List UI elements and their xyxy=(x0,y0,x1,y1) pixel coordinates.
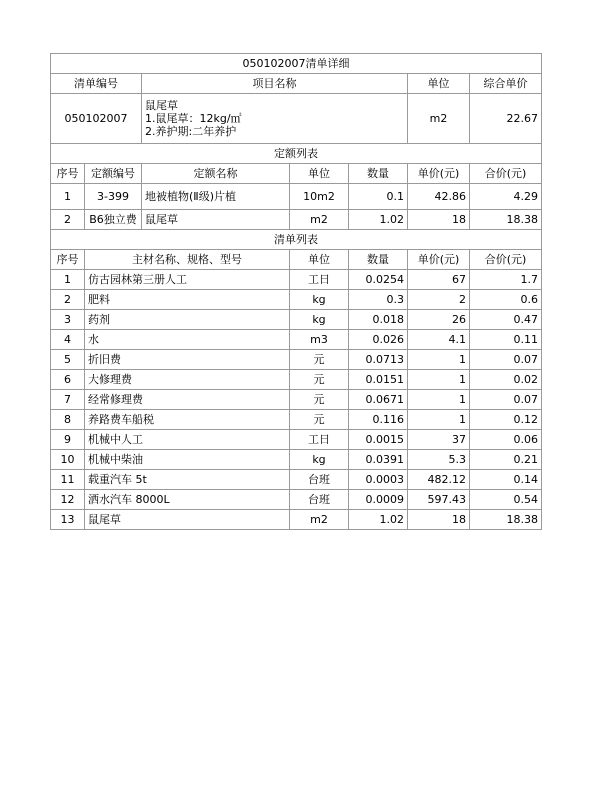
quota-col-header: 单价(元) xyxy=(408,164,470,184)
item-unit: m2 xyxy=(408,94,470,144)
list-row xyxy=(51,470,542,490)
list-cell: 0.0015 xyxy=(349,430,408,450)
quota-cell: 0.1 xyxy=(349,184,408,210)
list-cell: 机械中柴油 xyxy=(85,450,290,470)
list-section-title: 清单列表 xyxy=(51,230,542,250)
list-cell: 6 xyxy=(51,370,85,390)
list-cell: 5.3 xyxy=(408,450,470,470)
list-cell: 0.0671 xyxy=(349,390,408,410)
list-row xyxy=(51,330,542,350)
quota-cell: 2 xyxy=(51,210,85,230)
list-row xyxy=(51,510,542,530)
list-cell: 0.116 xyxy=(349,410,408,430)
quota-cell: 4.29 xyxy=(470,184,542,210)
list-cell: 台班 xyxy=(290,490,349,510)
list-row xyxy=(51,490,542,510)
quota-cell: 18 xyxy=(408,210,470,230)
item-name-line: 2.养护期:二年养护 xyxy=(145,125,237,138)
list-cell: kg xyxy=(290,450,349,470)
quota-cell: 10m2 xyxy=(290,184,349,210)
quota-row xyxy=(51,210,542,230)
list-cell: 元 xyxy=(290,370,349,390)
item-name-line: 鼠尾草 xyxy=(145,99,178,112)
list-cell: kg xyxy=(290,310,349,330)
list-cell: 台班 xyxy=(290,470,349,490)
list-cell: 水 xyxy=(85,330,290,350)
list-cell: 11 xyxy=(51,470,85,490)
list-cell: 0.54 xyxy=(470,490,542,510)
list-cell: 机械中人工 xyxy=(85,430,290,450)
item-name xyxy=(142,94,408,144)
quota-cell: 1 xyxy=(51,184,85,210)
list-cell: 1 xyxy=(408,350,470,370)
list-cell: 大修理费 xyxy=(85,370,290,390)
list-cell: 0.14 xyxy=(470,470,542,490)
list-cell: 0.11 xyxy=(470,330,542,350)
list-cell: 1 xyxy=(408,410,470,430)
list-row xyxy=(51,310,542,330)
list-col-header: 序号 xyxy=(51,250,85,270)
list-row xyxy=(51,370,542,390)
price-header: 综合单价 xyxy=(470,74,542,94)
list-cell: 元 xyxy=(290,390,349,410)
list-cell: 26 xyxy=(408,310,470,330)
list-row xyxy=(51,450,542,470)
quota-section-title: 定额列表 xyxy=(51,144,542,164)
quota-cell: 42.86 xyxy=(408,184,470,210)
list-cell: kg xyxy=(290,290,349,310)
list-cell: 2 xyxy=(51,290,85,310)
name-header: 项目名称 xyxy=(142,74,408,94)
list-cell: m3 xyxy=(290,330,349,350)
code-header: 清单编号 xyxy=(51,74,142,94)
list-cell: 肥料 xyxy=(85,290,290,310)
quota-col-header: 序号 xyxy=(51,164,85,184)
quota-col-header: 合价(元) xyxy=(470,164,542,184)
list-cell: 0.018 xyxy=(349,310,408,330)
list-cell: 1 xyxy=(408,370,470,390)
list-cell: 0.06 xyxy=(470,430,542,450)
list-row xyxy=(51,410,542,430)
list-cell: 13 xyxy=(51,510,85,530)
list-cell: 0.02 xyxy=(470,370,542,390)
list-cell: 0.0391 xyxy=(349,450,408,470)
list-cell: 药剂 xyxy=(85,310,290,330)
list-cell: 载重汽车 5t xyxy=(85,470,290,490)
list-cell: 482.12 xyxy=(408,470,470,490)
list-cell: 经常修理费 xyxy=(85,390,290,410)
list-cell: 0.12 xyxy=(470,410,542,430)
list-cell: 1 xyxy=(51,270,85,290)
list-col-header: 数量 xyxy=(349,250,408,270)
quota-col-header: 单位 xyxy=(290,164,349,184)
list-cell: 0.3 xyxy=(349,290,408,310)
list-row xyxy=(51,390,542,410)
list-cell: 0.0151 xyxy=(349,370,408,390)
list-cell: 3 xyxy=(51,310,85,330)
list-row xyxy=(51,290,542,310)
list-cell: 元 xyxy=(290,350,349,370)
list-cell: 元 xyxy=(290,410,349,430)
item-code: 050102007 xyxy=(51,94,142,144)
quota-cell: 地被植物(Ⅱ级)片植 xyxy=(142,184,290,210)
list-cell: 37 xyxy=(408,430,470,450)
list-cell: 0.0713 xyxy=(349,350,408,370)
list-cell: 0.0009 xyxy=(349,490,408,510)
quota-col-header: 数量 xyxy=(349,164,408,184)
list-cell: 0.0254 xyxy=(349,270,408,290)
list-cell: 工日 xyxy=(290,270,349,290)
list-col-header: 主材名称、规格、型号 xyxy=(85,250,290,270)
list-cell: 5 xyxy=(51,350,85,370)
list-cell: 2 xyxy=(408,290,470,310)
list-cell: 0.6 xyxy=(470,290,542,310)
list-cell: 8 xyxy=(51,410,85,430)
list-cell: 18 xyxy=(408,510,470,530)
list-cell: 0.07 xyxy=(470,390,542,410)
list-col-header: 单位 xyxy=(290,250,349,270)
list-cell: 折旧费 xyxy=(85,350,290,370)
item-name-line: 1.鼠尾草：12kg/㎡ xyxy=(145,112,242,125)
bill-detail-table xyxy=(50,53,542,530)
list-cell: 0.07 xyxy=(470,350,542,370)
item-price: 22.67 xyxy=(470,94,542,144)
list-row xyxy=(51,350,542,370)
list-cell: 1 xyxy=(408,390,470,410)
quota-col-header: 定额名称 xyxy=(142,164,290,184)
quota-cell: B6独立费 xyxy=(85,210,142,230)
quota-cell: m2 xyxy=(290,210,349,230)
list-cell: 1.7 xyxy=(470,270,542,290)
list-row xyxy=(51,430,542,450)
quota-cell: 鼠尾草 xyxy=(142,210,290,230)
list-cell: 4 xyxy=(51,330,85,350)
list-cell: 0.0003 xyxy=(349,470,408,490)
list-col-header: 单价(元) xyxy=(408,250,470,270)
list-cell: 仿古园林第三册人工 xyxy=(85,270,290,290)
list-cell: 12 xyxy=(51,490,85,510)
list-row xyxy=(51,270,542,290)
quota-col-header: 定额编号 xyxy=(85,164,142,184)
quota-cell: 1.02 xyxy=(349,210,408,230)
list-cell: 9 xyxy=(51,430,85,450)
list-cell: 67 xyxy=(408,270,470,290)
list-cell: 7 xyxy=(51,390,85,410)
list-cell: 597.43 xyxy=(408,490,470,510)
list-cell: 0.47 xyxy=(470,310,542,330)
list-col-header: 合价(元) xyxy=(470,250,542,270)
quota-cell: 3-399 xyxy=(85,184,142,210)
list-cell: 0.21 xyxy=(470,450,542,470)
unit-header: 单位 xyxy=(408,74,470,94)
list-cell: 洒水汽车 8000L xyxy=(85,490,290,510)
list-cell: 1.02 xyxy=(349,510,408,530)
list-cell: 养路费车船税 xyxy=(85,410,290,430)
list-cell: 鼠尾草 xyxy=(85,510,290,530)
list-cell: 工日 xyxy=(290,430,349,450)
sheet-title: 050102007清单详细 xyxy=(51,54,542,74)
list-cell: 10 xyxy=(51,450,85,470)
list-cell: m2 xyxy=(290,510,349,530)
list-cell: 4.1 xyxy=(408,330,470,350)
quota-row xyxy=(51,184,542,210)
quota-cell: 18.38 xyxy=(470,210,542,230)
list-cell: 18.38 xyxy=(470,510,542,530)
list-cell: 0.026 xyxy=(349,330,408,350)
